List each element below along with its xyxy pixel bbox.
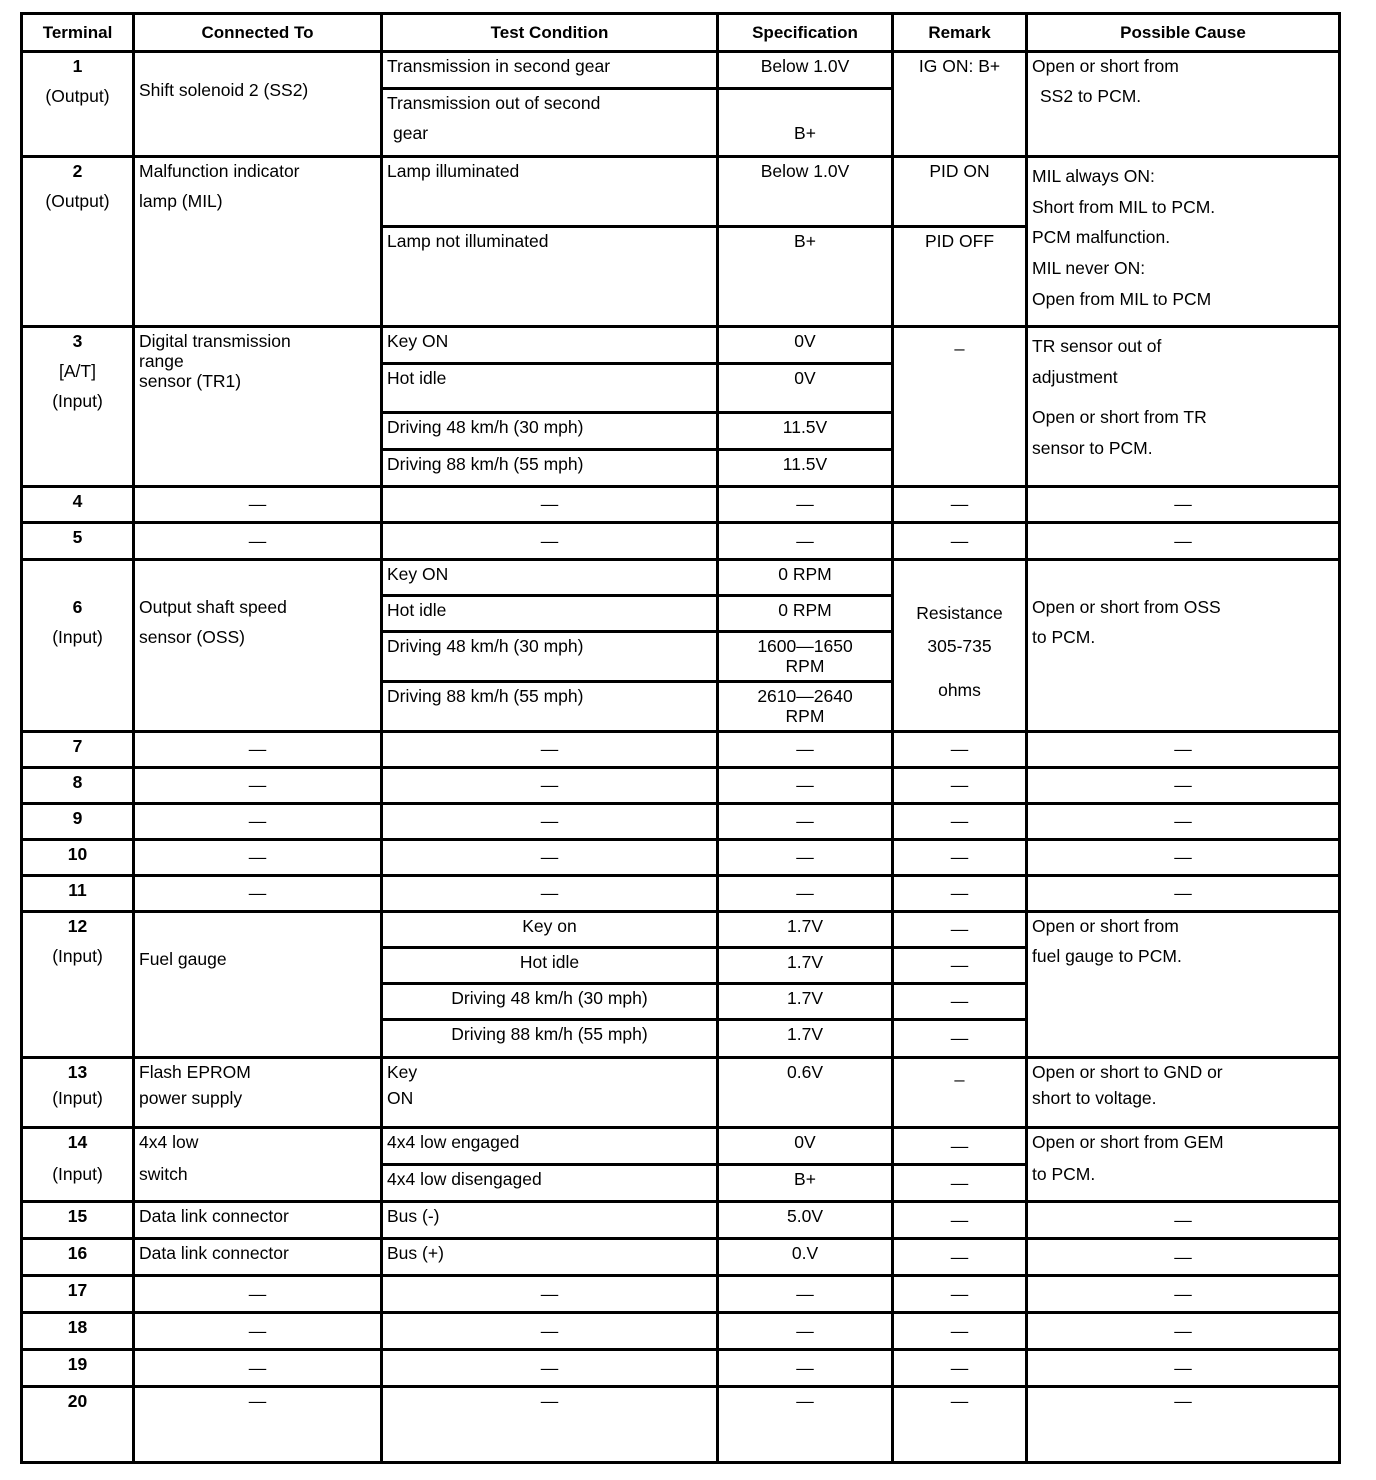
empty-cell: — xyxy=(718,768,893,804)
remark-cell: — xyxy=(893,1165,1027,1202)
empty-cell: — xyxy=(718,487,893,523)
empty-cell: — xyxy=(134,732,382,768)
cause-cell: Open or short from GEM to PCM. xyxy=(1027,1128,1340,1202)
remark-cell: _ xyxy=(893,327,1027,487)
terminal-cell: 14 (Input) xyxy=(22,1128,134,1202)
cause-cell: — xyxy=(1027,1239,1340,1276)
table-row xyxy=(22,1313,1340,1350)
condition-cell: Key on xyxy=(382,912,718,948)
connected-to-cell: Data link connector xyxy=(134,1239,382,1276)
spec-cell: 5.0V xyxy=(718,1202,893,1239)
remark-cell: — xyxy=(893,1020,1027,1058)
empty-cell: — xyxy=(893,1276,1027,1313)
empty-cell: — xyxy=(382,876,718,912)
spec-cell: 0V xyxy=(718,364,893,413)
header-connected-to: Connected To xyxy=(134,14,382,52)
empty-cell: — xyxy=(893,840,1027,876)
remark-cell: — xyxy=(893,1239,1027,1276)
table-row xyxy=(22,840,1340,876)
empty-cell: — xyxy=(382,732,718,768)
connected-to-cell: Fuel gauge xyxy=(134,912,382,1058)
terminal-spec-table xyxy=(20,12,1341,1464)
terminal-cell: 10 xyxy=(22,840,134,876)
condition-cell: Hot idle xyxy=(382,364,718,413)
spec-cell: Below 1.0V xyxy=(718,157,893,227)
condition-cell: Hot idle xyxy=(382,596,718,632)
spec-cell: 0.6V xyxy=(718,1058,893,1128)
cause-cell: Open or short from fuel gauge to PCM. xyxy=(1027,912,1340,1058)
spec-cell: 0V xyxy=(718,1128,893,1165)
remark-cell: — xyxy=(893,984,1027,1020)
spec-cell: B+ xyxy=(718,227,893,327)
terminal-cell: 15 xyxy=(22,1202,134,1239)
empty-cell: — xyxy=(1027,1387,1340,1463)
terminal-cell: 7 xyxy=(22,732,134,768)
empty-cell: — xyxy=(893,487,1027,523)
empty-cell: — xyxy=(718,876,893,912)
cause-cell: Open or short from OSS to PCM. xyxy=(1027,560,1340,732)
header-test-condition: Test Condition xyxy=(382,14,718,52)
condition-cell: Transmission out of second gear xyxy=(382,89,718,157)
spec-cell: Below 1.0V xyxy=(718,52,893,89)
table-row xyxy=(22,1058,1340,1128)
empty-cell: — xyxy=(134,840,382,876)
condition-cell: Driving 88 km/h (55 mph) xyxy=(382,450,718,487)
table-row xyxy=(22,1387,1340,1463)
empty-cell: — xyxy=(134,1387,382,1463)
condition-cell: Driving 48 km/h (30 mph) xyxy=(382,984,718,1020)
condition-cell: Key ON xyxy=(382,1058,718,1128)
cause-cell: Open or short from SS2 to PCM. xyxy=(1027,52,1340,157)
remark-cell: — xyxy=(893,948,1027,984)
remark-cell: — xyxy=(893,912,1027,948)
spec-cell: 0V xyxy=(718,327,893,364)
remark-cell: Resistance 305-735 ohms xyxy=(893,560,1027,732)
empty-cell: — xyxy=(718,1387,893,1463)
terminal-cell: 4 xyxy=(22,487,134,523)
remark-cell: _ xyxy=(893,1058,1027,1128)
spec-cell: 1.7V xyxy=(718,984,893,1020)
spec-cell: 0.V xyxy=(718,1239,893,1276)
empty-cell: — xyxy=(134,487,382,523)
empty-cell: — xyxy=(718,1313,893,1350)
spec-cell: 1.7V xyxy=(718,1020,893,1058)
empty-cell: — xyxy=(134,804,382,840)
cause-cell: — xyxy=(1027,1202,1340,1239)
remark-cell: PID OFF xyxy=(893,227,1027,327)
empty-cell: — xyxy=(893,876,1027,912)
empty-cell: — xyxy=(382,768,718,804)
empty-cell: — xyxy=(718,840,893,876)
spec-cell: 11.5V xyxy=(718,450,893,487)
empty-cell: — xyxy=(893,523,1027,560)
condition-cell: Key ON xyxy=(382,327,718,364)
table-row xyxy=(22,876,1340,912)
condition-cell: 4x4 low engaged xyxy=(382,1128,718,1165)
terminal-cell: 1 (Output) xyxy=(22,52,134,157)
terminal-cell: 19 xyxy=(22,1350,134,1387)
empty-cell: — xyxy=(382,1276,718,1313)
terminal-cell: 18 xyxy=(22,1313,134,1350)
table-row xyxy=(22,560,1340,596)
empty-cell: — xyxy=(1027,523,1340,560)
empty-cell: — xyxy=(382,840,718,876)
header-specification: Specification xyxy=(718,14,893,52)
empty-cell: — xyxy=(1027,876,1340,912)
spec-cell: 1.7V xyxy=(718,948,893,984)
spec-cell: 2610—2640 RPM xyxy=(718,682,893,732)
connected-to-cell: Flash EPROM power supply xyxy=(134,1058,382,1128)
empty-cell: — xyxy=(893,768,1027,804)
table-row xyxy=(22,52,1340,89)
condition-cell: Driving 88 km/h (55 mph) xyxy=(382,1020,718,1058)
empty-cell: — xyxy=(1027,1276,1340,1313)
empty-cell: — xyxy=(718,732,893,768)
header-row xyxy=(22,14,1340,52)
remark-cell: — xyxy=(893,1128,1027,1165)
header-remark: Remark xyxy=(893,14,1027,52)
empty-cell: — xyxy=(1027,768,1340,804)
table-row xyxy=(22,487,1340,523)
empty-cell: — xyxy=(382,804,718,840)
empty-cell: — xyxy=(718,523,893,560)
spec-cell: 1.7V xyxy=(718,912,893,948)
empty-cell: — xyxy=(1027,804,1340,840)
empty-cell: — xyxy=(1027,1350,1340,1387)
cause-cell: MIL always ON: Short from MIL to PCM. PCM malfunction. MIL never ON: Open from MIL to PCM xyxy=(1027,157,1340,327)
empty-cell: — xyxy=(893,1387,1027,1463)
connected-to-cell: Data link connector xyxy=(134,1202,382,1239)
condition-cell: Bus (+) xyxy=(382,1239,718,1276)
spec-cell: 11.5V xyxy=(718,413,893,450)
empty-cell: — xyxy=(893,1350,1027,1387)
connected-to-cell: Output shaft speed sensor (OSS) xyxy=(134,560,382,732)
table-row xyxy=(22,912,1340,948)
table-row xyxy=(22,1202,1340,1239)
cause-cell: Open or short to GND or short to voltage. xyxy=(1027,1058,1340,1128)
empty-cell: — xyxy=(1027,840,1340,876)
condition-cell: Transmission in second gear xyxy=(382,52,718,89)
spec-cell: 0 RPM xyxy=(718,560,893,596)
condition-cell: Lamp not illuminated xyxy=(382,227,718,327)
empty-cell: — xyxy=(1027,487,1340,523)
connected-to-cell: Digital transmission range sensor (TR1) xyxy=(134,327,382,487)
spec-cell: B+ xyxy=(718,1165,893,1202)
empty-cell: — xyxy=(382,1387,718,1463)
empty-cell: — xyxy=(382,1350,718,1387)
empty-cell: — xyxy=(893,804,1027,840)
table-row xyxy=(22,1350,1340,1387)
condition-cell: Hot idle xyxy=(382,948,718,984)
terminal-cell: 17 xyxy=(22,1276,134,1313)
table-row xyxy=(22,523,1340,560)
table-row xyxy=(22,1276,1340,1313)
remark-cell: PID ON xyxy=(893,157,1027,227)
empty-cell: — xyxy=(718,804,893,840)
empty-cell: — xyxy=(382,523,718,560)
table-row xyxy=(22,804,1340,840)
header-possible-cause: Possible Cause xyxy=(1027,14,1340,52)
remark-cell: IG ON: B+ xyxy=(893,52,1027,157)
spec-cell: 0 RPM xyxy=(718,596,893,632)
terminal-cell: 12 (Input) xyxy=(22,912,134,1058)
connected-to-cell: Shift solenoid 2 (SS2) xyxy=(134,52,382,157)
empty-cell: — xyxy=(1027,1313,1340,1350)
empty-cell: — xyxy=(893,732,1027,768)
condition-cell: Driving 48 km/h (30 mph) xyxy=(382,413,718,450)
connected-to-cell: Malfunction indicator lamp (MIL) xyxy=(134,157,382,327)
condition-cell: Bus (-) xyxy=(382,1202,718,1239)
empty-cell: — xyxy=(134,876,382,912)
spec-cell: 1600—1650 RPM xyxy=(718,632,893,682)
empty-cell: — xyxy=(134,1350,382,1387)
terminal-cell: 9 xyxy=(22,804,134,840)
empty-cell: — xyxy=(134,523,382,560)
empty-cell: — xyxy=(134,1276,382,1313)
condition-cell: Lamp illuminated xyxy=(382,157,718,227)
table-row xyxy=(22,1128,1340,1165)
table-row xyxy=(22,327,1340,364)
empty-cell: — xyxy=(382,1313,718,1350)
cause-cell: TR sensor out of adjustment Open or short from TR sensor to PCM. xyxy=(1027,327,1340,487)
terminal-cell: 6 (Input) xyxy=(22,560,134,732)
remark-cell: — xyxy=(893,1202,1027,1239)
table-row xyxy=(22,157,1340,227)
terminal-cell: 11 xyxy=(22,876,134,912)
table-row xyxy=(22,1239,1340,1276)
header-terminal: Terminal xyxy=(22,14,134,52)
condition-cell: Key ON xyxy=(382,560,718,596)
empty-cell: — xyxy=(893,1313,1027,1350)
empty-cell: — xyxy=(718,1350,893,1387)
empty-cell: — xyxy=(382,487,718,523)
empty-cell: — xyxy=(718,1276,893,1313)
condition-cell: Driving 48 km/h (30 mph) xyxy=(382,632,718,682)
spec-cell: B+ xyxy=(718,89,893,157)
terminal-cell: 5 xyxy=(22,523,134,560)
terminal-cell: 13 (Input) xyxy=(22,1058,134,1128)
table-row xyxy=(22,768,1340,804)
table-row xyxy=(22,732,1340,768)
connected-to-cell: 4x4 low switch xyxy=(134,1128,382,1202)
terminal-cell: 2 (Output) xyxy=(22,157,134,327)
terminal-cell: 20 xyxy=(22,1387,134,1463)
terminal-cell: 16 xyxy=(22,1239,134,1276)
condition-cell: Driving 88 km/h (55 mph) xyxy=(382,682,718,732)
empty-cell: — xyxy=(1027,732,1340,768)
empty-cell: — xyxy=(134,1313,382,1350)
terminal-cell: 8 xyxy=(22,768,134,804)
condition-cell: 4x4 low disengaged xyxy=(382,1165,718,1202)
terminal-cell: 3 [A/T] (Input) xyxy=(22,327,134,487)
empty-cell: — xyxy=(134,768,382,804)
